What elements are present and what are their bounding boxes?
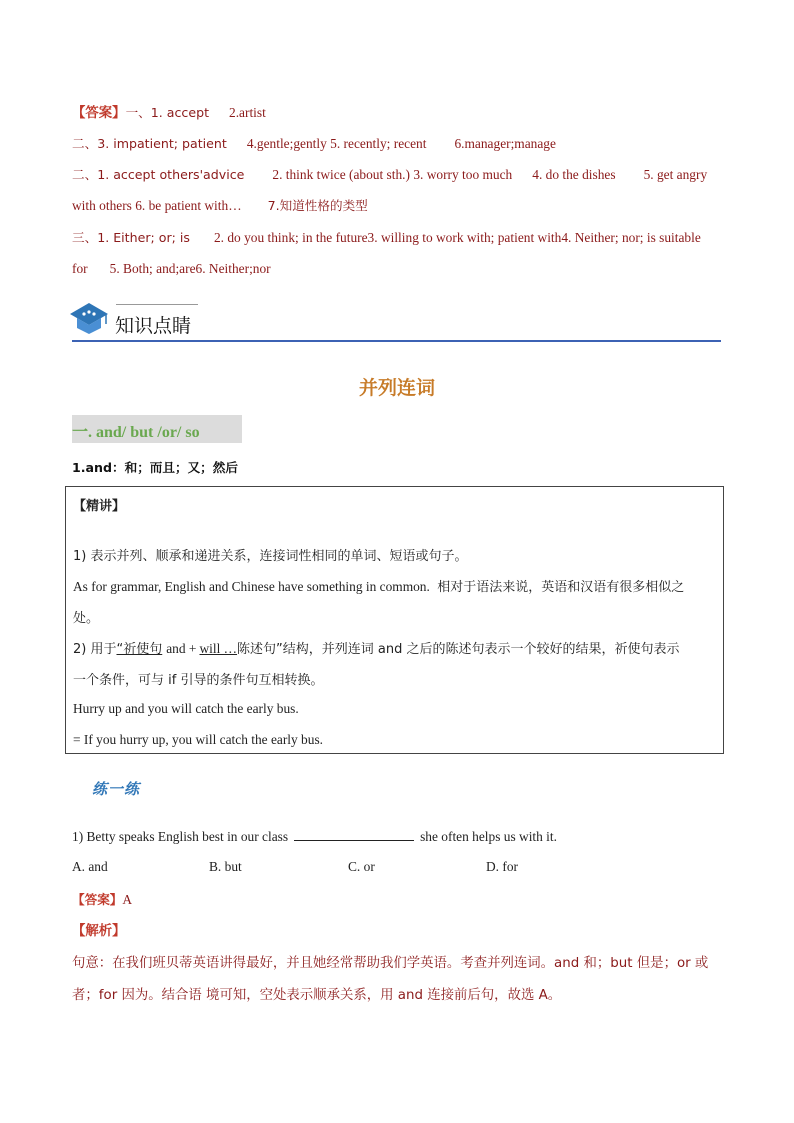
answer-item: with others 6. be patient with… [72,198,242,213]
answer-item: 2. think twice (about sth.) 3. worry too much [272,167,513,182]
point-2-underline-1: “祈使句 [116,642,163,657]
answer-item: 一、1. accept [125,105,210,120]
answer-blank [294,828,414,841]
answers-line-4 [72,197,368,215]
example-cn: 相对于语法来说，英语和汉语有很多相似之 [437,580,685,595]
answer-item: 2.artist [229,105,266,120]
point-2-prefix: 2) 用于 [73,642,117,657]
box-example-1: Hurry up and you will catch the early bus. [73,701,299,716]
point-2-rest: 陈述句”结构，并列连词 and 之后的陈述句表示一个较好的结果，祈使句表示 [237,642,680,657]
option-a: A. and [72,859,108,874]
box-example-line [73,576,684,595]
answer-item: for [72,261,88,276]
analysis-label: 【解析】 [72,924,126,939]
banner-top-rule [116,304,198,305]
graduation-cap-icon [68,300,110,336]
answer-item: 5. get angry [643,167,708,182]
section-divider [72,340,721,342]
box-point-2-cont: 一个条件，可与 if 引导的条件句互相转换。 [73,673,324,688]
answers-line-5 [72,229,701,247]
answers-line-6 [72,260,271,278]
option-c: C. or [348,859,375,874]
practice-title: 练一练 [92,780,141,798]
answer-item: 4. do the dishes [532,167,616,182]
answer-label: 【答案】 [72,105,126,120]
practice-answer-value: A [122,892,133,907]
point-2-mid: and + [166,641,197,656]
answers-line-3 [72,166,707,184]
analysis-line-1: 句意：在我们班贝蒂英语讲得最好，并且她经常帮助我们学英语。考查并列连词。and 和；but 但是；or 或 [72,956,709,971]
answer-item: 二、1. accept others'advice [72,167,245,182]
analysis-line-2: 者；for 因为。结合语 境可知，空处表示顺承关系，用 and 连接前后句，故选 A。 [72,988,562,1003]
box-example-cont: 处。 [73,611,100,626]
answer-item: 5. Both; and;are6. Neither;nor [109,261,271,276]
sub-heading [72,415,242,443]
box-point-2 [73,638,680,657]
option-b: B. but [209,859,242,874]
answer-item: 7.知道性格的类型 [267,198,368,213]
box-example-2: = If you hurry up, you will catch the early bus. [73,732,324,747]
practice-answer-label: 【答案】 [72,892,123,907]
example-en: As for grammar, English and Chinese have something in common. [73,579,430,594]
point-2-underline-2: will … [199,641,238,656]
practice-answer [72,889,132,908]
answer-item: 4.gentle;gently 5. recently; recent [246,136,427,151]
box-label: 【精讲】 [73,499,126,514]
answers-line-1 [72,104,266,122]
answer-item: 2. do you think; in the future3. willing to work with; patient with4. Neither; nor; is suitable [213,230,701,245]
sub-heading-text: 一. and/ but /or/ so [72,424,200,441]
answers-line-2 [72,135,556,153]
section-title: 知识点睛 [115,315,192,337]
answer-item: 三、1. Either; or; is [72,230,190,245]
topic-title: 并列连词 [358,377,435,399]
definition-line: 1.and：和；而且；又；然后 [72,460,238,475]
option-d: D. for [486,859,518,874]
question-1-end: she often helps us with it. [420,829,557,844]
box-point-1: 1) 表示并列、顺承和递进关系，连接词性相同的单词、短语或句子。 [73,549,468,564]
question-1 [72,828,557,845]
question-1-start: 1) Betty speaks English best in our class [72,829,289,844]
answer-item: 二、3. impatient; patient [72,136,227,151]
explanation-box [65,486,724,754]
answer-item: 6.manager;manage [454,136,556,151]
